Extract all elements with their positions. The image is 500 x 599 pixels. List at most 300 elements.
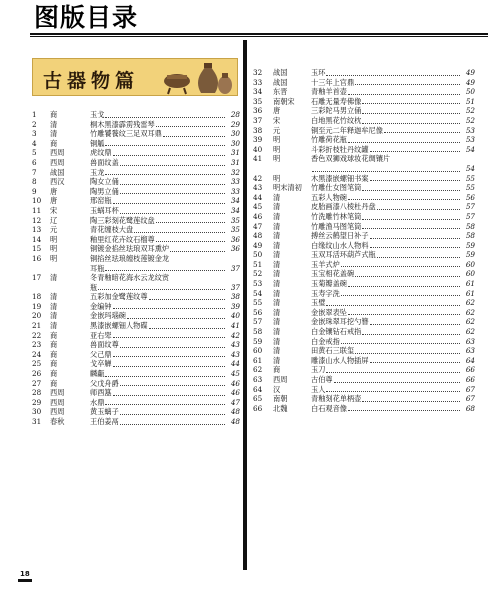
entry-page: 47: [230, 397, 240, 407]
entry-era: 清: [273, 298, 281, 308]
entry-number: 47: [253, 221, 263, 231]
entry-number: 25: [32, 359, 42, 369]
entry-number: 42: [253, 173, 263, 183]
contents-entry: [253, 298, 475, 308]
entry-era: 战国: [273, 77, 288, 87]
contents-entry: [253, 231, 475, 241]
leader-dots: [120, 213, 225, 214]
entry-number: 53: [253, 279, 263, 289]
entry-era: 商: [50, 359, 58, 369]
entry-title: 虎纹鼎: [90, 148, 112, 158]
entry-number: 6: [32, 157, 37, 167]
leader-dots: [113, 203, 225, 204]
entry-page: 62: [465, 307, 475, 317]
entry-page: 36: [230, 244, 240, 254]
entry-era: 清: [273, 192, 281, 202]
leader-dots: [149, 328, 225, 329]
entry-title: 黑漆嵌螺钿人物碟: [90, 321, 148, 331]
entry-title: 釉里红花卉纹石榴尊: [90, 234, 155, 244]
leader-dots: [370, 247, 460, 248]
entry-title: 铜掐丝珐琅缠枝莲镀金龙: [90, 253, 170, 263]
entry-era: 唐: [50, 196, 58, 206]
contents-entry: [32, 148, 240, 158]
entry-title: 玉菊瓣盖碗: [311, 279, 347, 289]
entry-page: 48: [230, 417, 240, 426]
entry-number: 43: [253, 183, 263, 193]
leader-dots: [113, 337, 225, 338]
entry-number: 24: [32, 349, 42, 359]
entry-number: 20: [32, 311, 42, 321]
leader-dots: [370, 362, 460, 363]
contents-entry-continuation: [32, 283, 240, 293]
entry-era: 商: [50, 369, 58, 379]
contents-entry: [253, 116, 475, 126]
entry-title: 桐木黑漆霹雳残雷琴: [90, 119, 155, 129]
entry-era: 商: [50, 138, 58, 148]
contents-entry: [32, 120, 240, 130]
entry-title: 竹雕饕餮纹三足双耳鼎: [90, 129, 162, 139]
entry-number: 18: [32, 292, 42, 302]
entry-number: 11: [32, 205, 42, 215]
leader-dots: [120, 184, 225, 185]
leader-dots: [348, 314, 460, 315]
entry-number: 44: [253, 192, 263, 202]
entry-page: 55: [465, 183, 475, 193]
leader-dots: [113, 395, 225, 396]
leader-dots: [362, 334, 460, 335]
entry-title: 玉龙: [90, 167, 105, 177]
entry-era: 春秋: [50, 417, 65, 426]
contents-entry: [253, 97, 475, 107]
entry-number: 27: [32, 378, 42, 388]
entry-number: 9: [32, 186, 37, 196]
contents-entry: [253, 193, 475, 203]
entry-number: 34: [253, 87, 263, 97]
entry-title: 青釉羊首壶: [311, 87, 347, 97]
contents-entry: [253, 241, 475, 251]
entry-number: 58: [253, 327, 263, 337]
entry-era: 清: [273, 307, 281, 317]
entry-title: 古伯尊: [311, 375, 333, 384]
entry-number: 60: [253, 346, 263, 356]
entry-page: 34: [230, 205, 240, 215]
entry-era: 唐: [273, 106, 281, 116]
contents-entry: [253, 279, 475, 289]
entry-era: 西周: [50, 388, 65, 398]
entry-title: 铜至元二年释迦牟尼像: [311, 125, 383, 135]
contents-entry: [32, 129, 240, 139]
leader-dots: [105, 174, 225, 175]
entry-page: 57: [465, 202, 475, 212]
entry-page: 62: [465, 327, 475, 337]
contents-entry: [32, 369, 240, 379]
entry-number: 33: [253, 77, 263, 87]
entry-page: 58: [465, 231, 475, 241]
entry-title: 白金戒指: [311, 336, 340, 346]
entry-number: 31: [32, 417, 42, 426]
leader-dots: [105, 270, 225, 271]
entry-title: 玉人: [311, 384, 326, 394]
entry-title: 白缘纹山水人物料: [311, 240, 369, 250]
entry-number: 23: [32, 340, 42, 350]
entry-page: 66: [465, 375, 475, 384]
section-title: 古器物篇: [43, 70, 140, 92]
entry-page: 63: [465, 346, 475, 356]
contents-entry: [253, 365, 475, 375]
leader-dots: [362, 190, 460, 191]
entry-era: 明: [273, 135, 281, 145]
leader-dots: [105, 404, 225, 405]
entry-page: 64: [465, 355, 475, 365]
entry-title: 玉戈: [90, 110, 105, 119]
leader-dots: [326, 305, 460, 306]
entry-page: 58: [465, 221, 475, 231]
entry-title: 玉刀: [311, 365, 326, 375]
contents-entry: [253, 135, 475, 145]
entry-title: 竹雕荷花瓶: [311, 135, 347, 145]
entry-era: 汉: [273, 384, 281, 394]
entry-page: 68: [465, 403, 475, 413]
contents-entry: [253, 183, 475, 193]
entry-page: 61: [465, 288, 475, 298]
entry-number: 57: [253, 317, 263, 327]
contents-entry: [253, 87, 475, 97]
entry-title: 玉环: [311, 68, 326, 77]
entry-era: 商: [273, 365, 281, 375]
entry-number: 17: [32, 273, 42, 283]
entry-page: 54: [465, 163, 475, 173]
entry-number: 13: [32, 225, 42, 235]
section-banner: [32, 58, 238, 96]
leader-dots: [326, 372, 460, 373]
leader-dots: [120, 414, 225, 415]
entry-title: 亚右斝: [90, 330, 112, 340]
entry-page: 30: [230, 129, 240, 139]
contents-entry: [253, 327, 475, 337]
page-number-mark: [18, 579, 32, 582]
entry-page: 49: [465, 77, 475, 87]
contents-entry: [32, 196, 240, 206]
entry-number: 28: [32, 388, 42, 398]
entry-era: 商: [50, 340, 58, 350]
entry-title: 玉羊式炉: [311, 259, 340, 269]
leader-dots: [326, 75, 460, 76]
contents-entry: [32, 388, 240, 398]
leader-dots: [149, 299, 225, 300]
entry-title: 田黄石三联玺: [311, 346, 355, 356]
entry-title: 金嵌玛瑙碗: [90, 311, 126, 321]
entry-title: 香色双狮戏球妆花绸镶片: [311, 154, 391, 164]
leader-dots: [355, 276, 460, 277]
entry-page: 62: [465, 317, 475, 327]
entry-page: 29: [230, 119, 240, 129]
entry-number: 3: [32, 129, 37, 139]
entry-era: 清: [50, 119, 58, 129]
column-divider: [243, 40, 247, 570]
entry-title: 父戊舟爵: [90, 378, 119, 388]
contents-entry: [32, 417, 240, 427]
contents-entry: [253, 385, 475, 395]
entry-title: 三彩陀马男立俑: [311, 106, 362, 116]
entry-page: 48: [230, 407, 240, 417]
entry-page: 67: [465, 384, 475, 394]
entry-page: 59: [465, 250, 475, 260]
entry-title: 白地黑花竹纹枕: [311, 115, 362, 125]
contents-entry: [32, 407, 240, 417]
contents-entry: [32, 244, 240, 254]
contents-entry-continuation: [32, 264, 240, 274]
entry-era: 明: [273, 144, 281, 154]
contents-entry: [32, 350, 240, 360]
entry-era: 商: [50, 349, 58, 359]
entry-number: 29: [32, 397, 42, 407]
entry-title: 陶女立俑: [90, 177, 119, 187]
contents-entry: [253, 212, 475, 222]
entry-number: 1: [32, 110, 37, 119]
entry-number: 46: [253, 211, 263, 221]
entry-title: 冬青釉暗花海水云龙纹赏: [90, 273, 170, 283]
entry-number: 65: [253, 394, 263, 404]
entry-page: 46: [230, 378, 240, 388]
leader-dots: [362, 123, 460, 124]
entry-number: 14: [32, 234, 42, 244]
entry-number: 49: [253, 240, 263, 250]
leader-dots: [348, 199, 460, 200]
entry-era: 清: [50, 129, 58, 139]
contents-entry: [32, 168, 240, 178]
entry-title: 黄玉螭子: [90, 407, 119, 417]
entry-title: 戈卒觯: [90, 359, 112, 369]
entry-title: 麟甗: [90, 369, 105, 379]
entry-page: 56: [465, 192, 475, 202]
entry-era: 明: [50, 244, 58, 254]
contents-entry: [32, 110, 240, 120]
entry-title: 玉宝相花盖碗: [311, 269, 355, 279]
entry-number: 7: [32, 167, 37, 177]
entry-era: 元: [50, 225, 58, 235]
entry-page: 51: [465, 96, 475, 106]
contents-entry: [32, 273, 240, 283]
entry-era: 明: [273, 173, 281, 183]
contents-entry: [32, 235, 240, 245]
leader-dots: [341, 266, 460, 267]
entry-era: 清: [273, 202, 281, 212]
entry-number: 8: [32, 177, 37, 187]
entry-title: 木黑漆嵌螺钿书案: [311, 173, 369, 183]
contents-entry: [253, 394, 475, 404]
entry-title: 金嵌珠翠耳挖勺簪: [311, 317, 369, 327]
title-rule-secondary: [30, 36, 488, 37]
contents-entry: [32, 139, 240, 149]
contents-entry: [253, 145, 475, 155]
entry-page: 42: [230, 330, 240, 340]
entry-page: 62: [465, 298, 475, 308]
contents-list-right: [253, 68, 475, 413]
contents-entry: [32, 254, 240, 264]
entry-page: 61: [465, 279, 475, 289]
entry-page: 52: [465, 115, 475, 125]
entry-era: 明: [50, 253, 58, 263]
entry-title: 斗彩折枝牡丹纹罐: [311, 144, 369, 154]
entry-era: 清: [273, 221, 281, 231]
entry-title: 青釉刻花单柄壶: [311, 394, 362, 404]
entry-title: 十三年上官鼎: [311, 77, 355, 87]
contents-entry: [253, 356, 475, 366]
entry-number: 5: [32, 148, 37, 158]
entry-number: 38: [253, 125, 263, 135]
leader-dots: [348, 286, 460, 287]
leader-dots: [362, 103, 460, 104]
leader-dots: [370, 324, 460, 325]
entry-title: 师酉簋: [90, 388, 112, 398]
entry-title: 白石观音像: [311, 403, 347, 413]
leader-dots: [113, 308, 225, 309]
leader-dots: [163, 136, 225, 137]
leader-dots: [105, 145, 225, 146]
contents-list-left: [32, 110, 240, 427]
entry-page: 35: [230, 225, 240, 235]
entry-page: 38: [230, 292, 240, 302]
entry-number: 54: [253, 288, 263, 298]
entry-number: 50: [253, 250, 263, 260]
entry-era: 清: [50, 301, 58, 311]
entry-era: 清: [273, 279, 281, 289]
entry-number: 10: [32, 196, 42, 206]
entry-number: 37: [253, 115, 263, 125]
entry-page: 52: [465, 106, 475, 116]
entry-page: 30: [230, 138, 240, 148]
leader-dots: [384, 132, 460, 133]
entry-era: 明末清初: [273, 183, 302, 193]
entry-page: 67: [465, 394, 475, 404]
leader-dots: [355, 353, 460, 354]
entry-page: 40: [230, 311, 240, 321]
entry-era: 宋: [273, 115, 281, 125]
contents-entry: [32, 216, 240, 226]
leader-dots: [120, 385, 225, 386]
leader-dots: [156, 126, 225, 127]
leader-dots: [355, 84, 460, 85]
entry-page: 66: [465, 365, 475, 375]
entry-era: 清: [273, 250, 281, 260]
entry-title: 陶男立俑: [90, 186, 119, 196]
entry-title: 金编钟: [90, 301, 112, 311]
leader-dots: [127, 318, 225, 319]
entry-number: 51: [253, 259, 263, 269]
entry-title: 陶三彩刻花鹭莲纹盘: [90, 215, 155, 225]
entry-era: 西汉: [50, 177, 65, 187]
leader-dots: [348, 410, 460, 411]
leader-dots: [134, 232, 225, 233]
entry-number: 12: [32, 215, 42, 225]
entry-era: 西周: [50, 148, 65, 158]
entry-number: 22: [32, 330, 42, 340]
entry-title: 玉双耳活环葫芦式瓶: [311, 250, 376, 260]
title-rule: [30, 33, 488, 35]
entry-era: 清: [50, 311, 58, 321]
entry-era: 南朝宋: [273, 96, 295, 106]
contents-entry: [32, 292, 240, 302]
entry-page: 53: [465, 125, 475, 135]
contents-entry: [32, 225, 240, 235]
contents-entry: [253, 154, 475, 164]
entry-era: 商: [50, 378, 58, 388]
entry-page: 57: [465, 211, 475, 221]
entry-number: 66: [253, 403, 263, 413]
entry-page: 41: [230, 321, 240, 331]
leader-dots: [362, 401, 460, 402]
contents-entry: [253, 106, 475, 116]
leader-dots: [370, 180, 460, 181]
entry-era: 宋: [50, 205, 58, 215]
entry-number: 40: [253, 144, 263, 154]
entry-title-continued: 瓶: [90, 282, 98, 292]
entry-title: 王伯姜鬲: [90, 417, 119, 426]
contents-entry: [32, 379, 240, 389]
leader-dots: [120, 165, 225, 166]
entry-number: 59: [253, 336, 263, 346]
entry-era: 战国: [50, 167, 65, 177]
contents-entry: [32, 331, 240, 341]
leader-dots: [156, 241, 225, 242]
entry-number: 30: [32, 407, 42, 417]
entry-page: 31: [230, 157, 240, 167]
entry-number: 41: [253, 154, 263, 164]
entry-page: 33: [230, 177, 240, 187]
entry-number: 36: [253, 106, 263, 116]
contents-entry: [253, 337, 475, 347]
entry-era: 南朝: [273, 394, 288, 404]
entry-number: 55: [253, 298, 263, 308]
entry-page: 37: [230, 282, 240, 292]
entry-number: 62: [253, 365, 263, 375]
entry-era: 西周: [50, 397, 65, 407]
entry-page: 35: [230, 215, 240, 225]
entry-era: 清: [273, 269, 281, 279]
entry-title: 兽面纹盖: [90, 157, 119, 167]
entry-page: 44: [230, 359, 240, 369]
entry-title: 五彩加金鹭莲纹尊: [90, 292, 148, 302]
leader-dots: [377, 257, 460, 258]
entry-title: 五彩人物碗: [311, 192, 347, 202]
leader-dots: [370, 238, 460, 239]
contents-entry: [253, 404, 475, 414]
leader-dots: [362, 228, 460, 229]
contents-entry: [253, 260, 475, 270]
contents-entry: [253, 250, 475, 260]
contents-entry: [32, 158, 240, 168]
entry-era: 商: [50, 110, 58, 119]
contents-entry: [253, 78, 475, 88]
entry-page: 50: [465, 87, 475, 97]
leader-dots: [156, 222, 225, 223]
entry-era: 西周: [50, 157, 65, 167]
entry-page: 54: [465, 144, 475, 154]
leader-dots: [326, 391, 460, 392]
entry-title: 兽面纹尊: [90, 340, 119, 350]
entry-era: 元: [273, 125, 281, 135]
leader-dots: [377, 209, 460, 210]
leader-dots: [105, 376, 225, 377]
entry-number: 21: [32, 321, 42, 331]
entry-title: 水鼎: [90, 397, 105, 407]
leader-dots: [98, 289, 225, 290]
leader-dots: [170, 251, 225, 252]
entry-page: 31: [230, 148, 240, 158]
entry-title-continued: 耳瓶: [90, 263, 105, 273]
contents-entry: [32, 398, 240, 408]
leader-dots: [120, 193, 225, 194]
